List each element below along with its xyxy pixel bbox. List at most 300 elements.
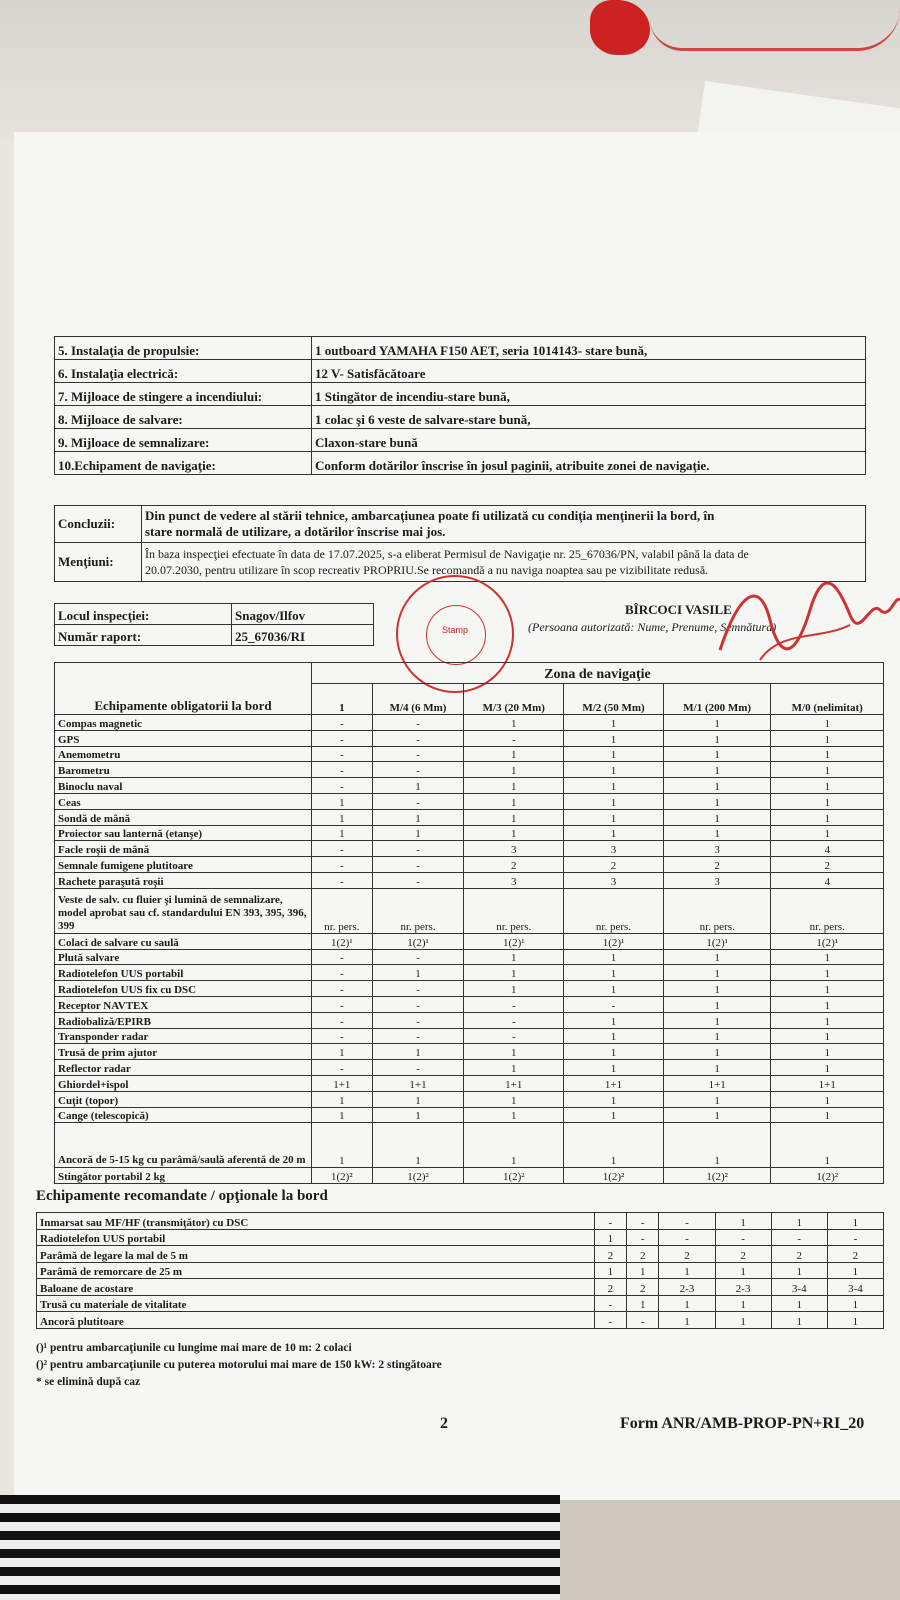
equipment-value: - (372, 981, 464, 997)
equipment-row (55, 965, 884, 981)
equipment-value: - (564, 996, 664, 1012)
equipment-row (55, 872, 884, 888)
equipment-value: 1 (663, 996, 771, 1012)
inspector-note: (Persoana autorizată: Nume, Prenume, Semnătura) (528, 620, 777, 634)
equipment-name: Inmarsat sau MF/HF (transmiţător) cu DSC (37, 1213, 595, 1230)
equipment-value: - (372, 793, 464, 809)
equipment-row (55, 715, 884, 731)
equipment-name: Anemometru (55, 746, 312, 762)
equipment-value: 1 (372, 1091, 464, 1107)
equipment-value: 1 (663, 965, 771, 981)
equipment-value: 1 (564, 949, 664, 965)
equipment-value: 1(2)¹ (372, 933, 464, 949)
equipment-value: - (312, 730, 373, 746)
recommended-equipment-table (36, 1212, 884, 1329)
location-table (54, 603, 374, 646)
zone-header: M/1 (200 Mm) (663, 684, 771, 715)
equipment-row (37, 1229, 884, 1246)
equipment-value: 1 (663, 1012, 771, 1028)
equipment-value: 1 (827, 1213, 883, 1230)
equipment-value: 1 (771, 778, 884, 794)
equipment-name: Veste de salv. cu fluier şi lumină de semnalizare, model aprobat sau cf. standardului EN 393, 395, 396, 399 (55, 888, 312, 933)
equipment-value: 1 (312, 1123, 373, 1168)
equipment-value: 1 (771, 949, 884, 965)
equipment-value: 1 (464, 778, 564, 794)
equipment-value: 1 (564, 1091, 664, 1107)
equipment-name: Baloane de acostare (37, 1279, 595, 1296)
equipment-name: Facle roşii de mână (55, 841, 312, 857)
equipment-value: 1(2)¹ (464, 933, 564, 949)
equipment-value: - (594, 1295, 626, 1312)
equipment-value: 1+1 (372, 1075, 464, 1091)
equipment-name: Radiobaliză/EPIRB (55, 1012, 312, 1028)
equipment-row (55, 1060, 884, 1076)
equipment-name: Plută salvare (55, 949, 312, 965)
equipment-value: 1 (464, 1107, 564, 1123)
footnote-3: * se elimină după caz (36, 1376, 141, 1388)
equipment-value: 1 (663, 1091, 771, 1107)
equipment-value: 1 (312, 1044, 373, 1060)
equipment-row (55, 981, 884, 997)
inspection-row (55, 383, 866, 406)
inspection-value: 1 colac şi 6 veste de salvare-stare bună, (312, 406, 866, 429)
equipment-value: - (372, 762, 464, 778)
equipment-value: - (659, 1229, 715, 1246)
equipment-row (55, 809, 884, 825)
page-number: 2 (440, 1415, 448, 1432)
equipment-value: - (771, 1229, 827, 1246)
equipment-value: 2 (464, 857, 564, 873)
equipment-value: 1 (663, 1028, 771, 1044)
equipment-value: - (372, 746, 464, 762)
equipment-value: 1 (715, 1262, 771, 1279)
equipment-value: 1 (464, 715, 564, 731)
equipment-name: Semnale fumigene plutitoare (55, 857, 312, 873)
equipment-value: 1(2)² (771, 1168, 884, 1184)
inspection-row (55, 429, 866, 452)
equipment-value: 2 (771, 1246, 827, 1263)
equipment-value: nr. pers. (464, 888, 564, 933)
equipment-value: 1 (464, 1091, 564, 1107)
equipment-row (55, 762, 884, 778)
equipment-value: - (372, 949, 464, 965)
equipment-value: 1 (827, 1262, 883, 1279)
equipment-row (37, 1279, 884, 1296)
equipment-value: nr. pers. (312, 888, 373, 933)
equipment-value: 1 (627, 1295, 659, 1312)
equipment-value: 2 (627, 1279, 659, 1296)
equipment-value: - (464, 996, 564, 1012)
inspection-value: Conform dotărilor înscrise în josul paginii, atribuite zonei de navigaţie. (312, 452, 866, 475)
equipment-name: Trusă cu materiale de vitalitate (37, 1295, 595, 1312)
equipment-value: - (312, 996, 373, 1012)
concluzii-line-2: stare normală de utilizare, a dotărilor înscrise mai jos. (145, 524, 446, 539)
equipment-value: 3 (464, 841, 564, 857)
equipment-name: Binoclu naval (55, 778, 312, 794)
equipment-row (55, 857, 884, 873)
inspection-label: 8. Mijloace de salvare: (55, 406, 312, 429)
equipment-value: 1 (659, 1295, 715, 1312)
equipment-value: 1 (564, 825, 664, 841)
equipment-name: Parâmă de remorcare de 25 m (37, 1262, 595, 1279)
equipment-name: Barometru (55, 762, 312, 778)
equipment-value: - (372, 841, 464, 857)
equipment-value: 1 (564, 746, 664, 762)
equipment-row (37, 1246, 884, 1263)
equipment-row (55, 730, 884, 746)
equipment-value: 1 (771, 981, 884, 997)
equipment-value: 1 (464, 949, 564, 965)
equipment-value: 1 (312, 1091, 373, 1107)
equipment-value: 4 (771, 872, 884, 888)
floor-background (560, 1500, 900, 1600)
equipment-value: - (464, 1028, 564, 1044)
equipment-value: 1 (564, 1012, 664, 1028)
equipment-value: 1(2)² (372, 1168, 464, 1184)
recommended-title: Echipamente recomandate / opţionale la bord (36, 1188, 328, 1204)
equipment-name: Transponder radar (55, 1028, 312, 1044)
equipment-value: 1 (464, 981, 564, 997)
equipment-value: - (312, 762, 373, 778)
equipment-value: nr. pers. (372, 888, 464, 933)
equipment-row (55, 933, 884, 949)
equipment-value: - (464, 730, 564, 746)
equipment-value: 1 (771, 715, 884, 731)
equipment-name: Radiotelefon UUS fix cu DSC (55, 981, 312, 997)
equipment-row (37, 1312, 884, 1329)
equipment-value: - (312, 1012, 373, 1028)
equipment-value: 3 (564, 841, 664, 857)
form-code: Form ANR/AMB-PROP-PN+RI_20 (620, 1415, 865, 1432)
equipment-value: - (372, 872, 464, 888)
equipment-value: 1 (312, 1107, 373, 1123)
equipment-name: Ancoră de 5-15 kg cu parâmă/saulă aferentă de 20 m (55, 1123, 312, 1168)
equipment-row (55, 1091, 884, 1107)
equipment-value: 1(2)² (663, 1168, 771, 1184)
zone-header: M/3 (20 Mm) (464, 684, 564, 715)
equipment-value: 1 (663, 1044, 771, 1060)
equipment-row (55, 778, 884, 794)
equipment-value: 1 (464, 1060, 564, 1076)
equipment-value: 1 (564, 1060, 664, 1076)
inspection-label: 6. Instalaţia electrică: (55, 360, 312, 383)
equipment-value: 2 (715, 1246, 771, 1263)
equipment-name: Ancoră plutitoare (37, 1312, 595, 1329)
equipment-value: 1 (564, 1123, 664, 1168)
equipment-value: 1 (663, 1060, 771, 1076)
equipment-value: 1 (564, 981, 664, 997)
equipment-value: 1+1 (663, 1075, 771, 1091)
inspection-details-table (54, 336, 866, 475)
equipment-value: 1 (771, 730, 884, 746)
mentiuni-line-1: În baza inspecţiei efectuate în data de 17.07.2025, s-a eliberat Permisul de Navigaţie nr. 25_67036/PN, valabil până la data de (145, 547, 749, 561)
red-embroidery-line (650, 8, 900, 51)
equipment-value: 1 (771, 1262, 827, 1279)
equipment-name: Colaci de salvare cu saulă (55, 933, 312, 949)
equipment-value: - (312, 981, 373, 997)
equipment-row (55, 1107, 884, 1123)
equipment-value: 1 (715, 1312, 771, 1329)
equipment-value: 1 (372, 1123, 464, 1168)
equipment-value: 1 (715, 1213, 771, 1230)
equipment-row (55, 1075, 884, 1091)
equipment-value: nr. pers. (663, 888, 771, 933)
equipment-value: 1 (594, 1229, 626, 1246)
equipment-value: 1 (771, 1312, 827, 1329)
equipment-value: - (372, 996, 464, 1012)
inspection-row (55, 406, 866, 429)
inspection-row (55, 452, 866, 475)
equipment-value: 1+1 (464, 1075, 564, 1091)
equipment-value: 3-4 (827, 1279, 883, 1296)
equipment-value: 1 (372, 1044, 464, 1060)
equipment-value: 1 (827, 1312, 883, 1329)
equipment-value: 1 (771, 1091, 884, 1107)
equipment-value: 1 (663, 825, 771, 841)
equipment-value: - (312, 949, 373, 965)
equipment-value: 3 (564, 872, 664, 888)
inspection-row (55, 337, 866, 360)
inspection-row (55, 360, 866, 383)
equipment-value: 1 (464, 965, 564, 981)
equipment-value: 1(2)² (564, 1168, 664, 1184)
equipment-value: - (372, 715, 464, 731)
equipment-row (55, 1012, 884, 1028)
concluzii-label: Concluzii: (55, 506, 142, 543)
equipment-value: - (372, 1060, 464, 1076)
equipment-value: 1 (372, 1107, 464, 1123)
equipment-value: - (627, 1213, 659, 1230)
equipment-value: 1+1 (312, 1075, 373, 1091)
equipment-value: - (312, 965, 373, 981)
equipment-value: 1 (564, 762, 664, 778)
equipment-value: 2 (594, 1279, 626, 1296)
equipment-value: 1 (312, 825, 373, 841)
equipment-value: - (594, 1312, 626, 1329)
equipment-value: 1 (564, 809, 664, 825)
equipment-value: 1 (564, 965, 664, 981)
equipment-row (55, 825, 884, 841)
equipment-value: 2 (627, 1246, 659, 1263)
numar-value: 25_67036/RI (232, 625, 374, 646)
equipment-value: 1 (663, 778, 771, 794)
equipment-value: - (372, 1028, 464, 1044)
equipment-name: Compas magnetic (55, 715, 312, 731)
equipment-value: 1 (771, 1060, 884, 1076)
inspection-label: 5. Instalaţia de propulsie: (55, 337, 312, 360)
equipment-value: 3-4 (771, 1279, 827, 1296)
equipment-value: 1 (372, 965, 464, 981)
inspection-value: Claxon-stare bună (312, 429, 866, 452)
equipment-value: - (627, 1229, 659, 1246)
stamp-text: Stamp (441, 625, 468, 635)
concluzii-text (142, 506, 866, 543)
equipment-name: Radiotelefon UUS portabil (55, 965, 312, 981)
equipment-value: - (312, 857, 373, 873)
equipment-value: 1 (564, 730, 664, 746)
equipment-name: Cange (telescopică) (55, 1107, 312, 1123)
equipment-row (55, 996, 884, 1012)
zone-header: M/0 (nelimitat) (771, 684, 884, 715)
equipment-row (37, 1262, 884, 1279)
equipment-row (55, 793, 884, 809)
equipment-value: 1 (372, 809, 464, 825)
equipment-value: 1 (715, 1295, 771, 1312)
equipment-value: 1 (659, 1262, 715, 1279)
equipment-name: Receptor NAVTEX (55, 996, 312, 1012)
equipment-name: Parâmă de legare la mal de 5 m (37, 1246, 595, 1263)
equipment-value: 1 (464, 746, 564, 762)
equipment-row (55, 1168, 884, 1184)
equipment-value: 1 (771, 1107, 884, 1123)
equipment-value: - (659, 1213, 715, 1230)
equipment-value: 1 (564, 1107, 664, 1123)
equipment-value: 1 (663, 1123, 771, 1168)
equipment-value: 1 (771, 1295, 827, 1312)
concluzii-line-1: Din punct de vedere al stării tehnice, ambarcaţiunea poate fi utilizată cu condiţia menţinerii la bord, în (145, 508, 715, 523)
equipment-value: 1 (312, 793, 373, 809)
equipment-value: 2-3 (659, 1279, 715, 1296)
equipment-value: 1 (464, 762, 564, 778)
equipment-value: 1 (663, 730, 771, 746)
equipment-value: 2 (659, 1246, 715, 1263)
equipment-value: 1 (663, 746, 771, 762)
equipment-value: nr. pers. (564, 888, 664, 933)
equipment-value: 2 (594, 1246, 626, 1263)
locul-value: Snagov/Ilfov (232, 604, 374, 625)
equipment-value: 1 (771, 1012, 884, 1028)
equipment-value: 1 (464, 809, 564, 825)
equipment-value: 2-3 (715, 1279, 771, 1296)
inspection-label: 10.Echipament de navigaţie: (55, 452, 312, 475)
equipment-value: 1 (771, 965, 884, 981)
equipment-value: 3 (663, 841, 771, 857)
equipment-value: 1 (771, 825, 884, 841)
equipment-value: 3 (663, 872, 771, 888)
equipment-name: Rachete paraşută roşii (55, 872, 312, 888)
inspection-value: 12 V- Satisfăcătoare (312, 360, 866, 383)
equipment-value: 1 (659, 1312, 715, 1329)
zone-header: M/2 (50 Mm) (564, 684, 664, 715)
inspection-value: 1 outboard YAMAHA F150 AET, seria 1014143- stare bună, (312, 337, 866, 360)
equipment-row (55, 841, 884, 857)
equipment-value: 1 (663, 715, 771, 731)
equipment-row (55, 888, 884, 933)
equipment-value: - (715, 1229, 771, 1246)
equipment-name: Sondă de mână (55, 809, 312, 825)
equipment-value: 1 (564, 778, 664, 794)
equipment-row (55, 1044, 884, 1060)
equipment-value: nr. pers. (771, 888, 884, 933)
equipment-value: 1 (771, 809, 884, 825)
signature (700, 570, 900, 670)
zone-title: Zona de navigaţie (312, 663, 884, 684)
equipment-value: 1 (663, 793, 771, 809)
footnote-1: ()¹ pentru ambarcaţiunile cu lungime mai mare de 10 m: 2 colaci (36, 1342, 352, 1354)
footnotes (36, 1340, 442, 1391)
equipment-value: 1 (771, 746, 884, 762)
equipment-row (55, 1028, 884, 1044)
equipment-value: 1+1 (771, 1075, 884, 1091)
inspector-name: BÎRCOCI VASILE (625, 602, 732, 617)
equipment-value: 1+1 (564, 1075, 664, 1091)
equipment-name: Ghiordel+ispol (55, 1075, 312, 1091)
equipment-value: 1(2)¹ (312, 933, 373, 949)
mentiuni-line-2: 20.07.2030, pentru utilizare în scop recreativ PROPRIU.Se recomandă a nu naviga noaptea sau pe vizibilitate redusă. (145, 563, 709, 577)
equipment-value: 3 (464, 872, 564, 888)
inspection-value: 1 Stingător de incendiu-stare bună, (312, 383, 866, 406)
equipment-value: 1 (771, 1044, 884, 1060)
stamp-inner-ring (426, 605, 486, 665)
equipment-value: 1 (594, 1262, 626, 1279)
equipment-value: - (827, 1229, 883, 1246)
equipment-name: Stingător portabil 2 kg (55, 1168, 312, 1184)
equipment-value: - (312, 872, 373, 888)
equipment-value: 1 (771, 996, 884, 1012)
equipment-value: 1 (564, 1028, 664, 1044)
equipment-value: 4 (771, 841, 884, 857)
equipment-value: 1 (663, 949, 771, 965)
mentiuni-label: Menţiuni: (55, 543, 142, 582)
equipment-value: 1 (464, 793, 564, 809)
equipment-row (55, 746, 884, 762)
zone-header: M/4 (6 Mm) (372, 684, 464, 715)
equipment-value: - (627, 1312, 659, 1329)
equipment-value: 2 (771, 857, 884, 873)
equipment-name: Trusă de prim ajutor (55, 1044, 312, 1060)
equipment-name: Proiector sau lanternă (etanşe) (55, 825, 312, 841)
equipment-value: - (594, 1213, 626, 1230)
inspection-label: 9. Mijloace de semnalizare: (55, 429, 312, 452)
equipment-value: 1 (663, 762, 771, 778)
equipment-name: Cuţit (topor) (55, 1091, 312, 1107)
equipment-name: Ceas (55, 793, 312, 809)
equipment-value: 2 (663, 857, 771, 873)
equipment-value: - (372, 857, 464, 873)
equipment-value: - (464, 1012, 564, 1028)
equipment-value: 1 (771, 1213, 827, 1230)
equipment-value: 1(2)² (312, 1168, 373, 1184)
footnote-2: ()² pentru ambarcaţiunile cu puterea motorului mai mare de 150 kW: 2 stingătoare (36, 1359, 442, 1371)
equipment-row (37, 1213, 884, 1230)
equipment-value: 1 (827, 1295, 883, 1312)
mandatory-equipment-table (54, 662, 884, 1184)
equipment-value: 1 (464, 1123, 564, 1168)
equipment-value: - (312, 715, 373, 731)
zone-header: 1 (312, 684, 373, 715)
equipment-value: - (312, 1060, 373, 1076)
equipment-value: - (312, 841, 373, 857)
equipment-value: 2 (564, 857, 664, 873)
equipment-value: 1(2)¹ (564, 933, 664, 949)
mandatory-title: Echipamente obligatorii la bord (55, 663, 312, 715)
equipment-value: 1(2)¹ (771, 933, 884, 949)
equipment-value: 1 (771, 762, 884, 778)
equipment-name: Radiotelefon UUS portabil (37, 1229, 595, 1246)
equipment-value: - (312, 1028, 373, 1044)
inspection-label: 7. Mijloace de stingere a incendiului: (55, 383, 312, 406)
equipment-name: Reflector radar (55, 1060, 312, 1076)
equipment-value: 1 (564, 1044, 664, 1060)
locul-label: Locul inspecţiei: (55, 604, 232, 625)
striped-cloth (0, 1495, 560, 1600)
equipment-row (37, 1295, 884, 1312)
equipment-value: 1 (312, 809, 373, 825)
equipment-value: - (372, 1012, 464, 1028)
equipment-value: 1 (663, 809, 771, 825)
equipment-value: 1 (771, 793, 884, 809)
equipment-row (55, 949, 884, 965)
